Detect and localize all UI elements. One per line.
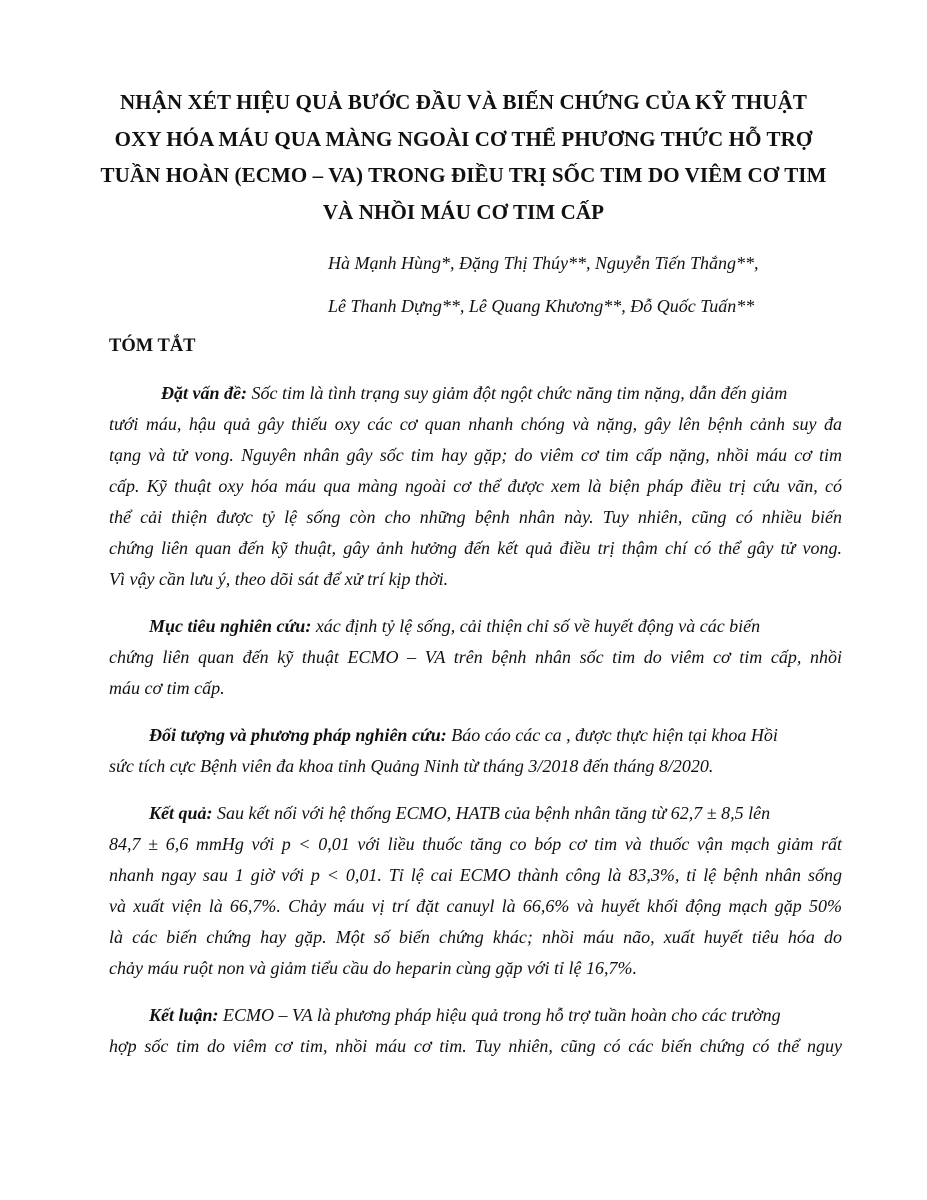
text-line: hợp sốc tim do viêm cơ tim, nhồi máu cơ tim. Tuy nhiên, cũng có các biến chứng có thể nguy — [109, 1036, 842, 1056]
text-line: máu cơ tim cấp. — [109, 678, 225, 698]
title-line: VÀ NHỒI MÁU CƠ TIM CẤP — [322, 199, 605, 224]
section-results — [109, 798, 842, 984]
text-line: 84,7 ± 6,6 mmHg với p < 0,01 với liều thuốc tăng co bóp cơ tim và thuốc vận mạch giảm rất — [109, 834, 842, 854]
section-label: Kết luận: — [149, 1005, 219, 1025]
section-label: Đặt vấn đề: — [161, 383, 247, 403]
text-line: và xuất viện là 66,7%. Chảy máu vị trí đặt canuyl là 66,6% và huyết khối động mạch gặp 50% — [109, 896, 842, 916]
text-line: nhanh ngay sau 1 giờ với p < 0,01. Tỉ lệ cai ECMO thành công là 83,3%, tỉ lệ bệnh nhân sống — [109, 865, 842, 885]
text-line: sức tích cực Bệnh viên đa khoa tỉnh Quảng Ninh từ tháng 3/2018 đến tháng 8/2020. — [109, 756, 714, 776]
text-line: cấp. Kỹ thuật oxy hóa máu qua màng ngoài cơ thể được xem là biện pháp điều trị cứu vãn, có — [109, 476, 842, 496]
summary-heading: TÓM TẮT — [109, 336, 196, 356]
title-line: TUẦN HOÀN (ECMO – VA) TRONG ĐIỀU TRỊ SỐC TIM DO VIÊM CƠ TIM — [100, 163, 827, 187]
text-line: tạng và tử vong. Nguyên nhân gây sốc tim hay gặp; do viêm cơ tim cấp nặng, nhồi máu cơ tim — [109, 445, 842, 465]
author-line: Hà Mạnh Hùng*, Đặng Thị Thúy**, Nguyễn Tiến Thắng**, — [328, 253, 759, 273]
section-conclusion — [109, 1000, 842, 1062]
author-line: Lê Thanh Dựng**, Lê Quang Khương**, Đỗ Quốc Tuấn** — [328, 296, 755, 316]
text-line: tưới máu, hậu quả gây thiếu oxy các cơ quan nhanh chóng và nặng, gây lên bệnh cảnh suy đa — [109, 414, 842, 434]
text-line: là các biến chứng hay gặp. Một số biến chứng khác; nhồi máu não, xuất huyết tiêu hóa do — [109, 927, 842, 947]
author-list — [328, 242, 759, 328]
text-line: Sau kết nối với hệ thống ECMO, HATB của bệnh nhân tăng từ 62,7 ± 8,5 lên — [212, 803, 771, 823]
paper-title — [80, 84, 847, 230]
title-line: NHẬN XÉT HIỆU QUẢ BƯỚC ĐẦU VÀ BIẾN CHỨNG CỦA KỸ THUẬT — [120, 90, 807, 114]
text-line: thể cải thiện được tỷ lệ sống còn cho những bệnh nhân này. Tuy nhiên, cũng có nhiều biến — [109, 507, 842, 527]
section-label: Mục tiêu nghiên cứu: — [149, 616, 312, 636]
section-objective — [109, 611, 842, 704]
text-line: chứng liên quan đến kỹ thuật, gây ảnh hưởng đến kết quả điều trị thậm chí có thể gây tử vong. — [109, 538, 842, 558]
section-label: Đối tượng và phương pháp nghiên cứu: — [149, 725, 447, 745]
text-line: Báo cáo các ca , được thực hiện tại khoa Hồi — [446, 725, 778, 745]
text-line: ECMO – VA là phương pháp hiệu quả trong hỗ trợ tuần hoàn cho các trường — [218, 1005, 781, 1025]
section-methods — [109, 720, 842, 782]
abstract-body — [109, 378, 842, 1062]
section-problem — [109, 378, 842, 595]
text-line: Sốc tim là tình trạng suy giảm đột ngột chức năng tim nặng, dẫn đến giảm — [246, 383, 788, 403]
title-line: OXY HÓA MÁU QUA MÀNG NGOÀI CƠ THỂ PHƯƠNG THỨC HỖ TRỢ — [114, 126, 813, 151]
text-line: chảy máu ruột non và giảm tiểu cầu do heparin cùng gặp với tỉ lệ 16,7%. — [109, 958, 638, 978]
section-label: Kết quả: — [149, 803, 213, 823]
text-line: Vì vậy cần lưu ý, theo dõi sát để xử trí kịp thời. — [109, 569, 449, 589]
text-line: chứng liên quan đến kỹ thuật ECMO – VA trên bệnh nhân sốc tim do viêm cơ tim cấp, nhồi — [109, 647, 842, 667]
text-line: xác định tỷ lệ sống, cải thiện chỉ số về huyết động và các biến — [311, 616, 761, 636]
